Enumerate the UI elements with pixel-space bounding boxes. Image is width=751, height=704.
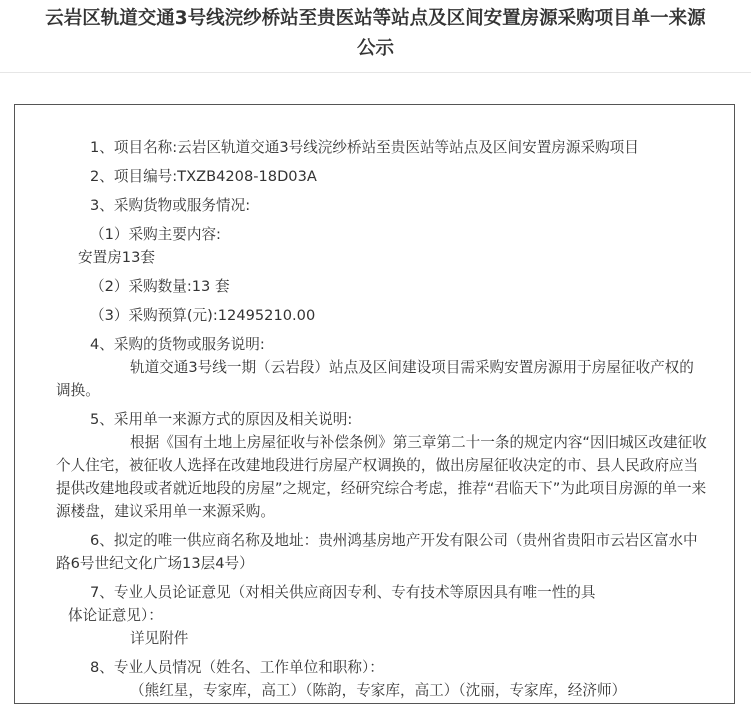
page-title-line2: 公示 bbox=[356, 38, 394, 59]
page-title bbox=[0, 0, 751, 64]
item-goods-description: 4、采购的货物或服务说明: bbox=[90, 336, 265, 353]
item-experts-value: （熊红星，专家库，高工）（陈韵，专家库，高工）（沈丽，专家库，经济师） bbox=[130, 682, 627, 699]
item-project-number: 2、项目编号:TXZB4208-18D03A bbox=[90, 168, 317, 185]
item-main-content-label: （1）采购主要内容: bbox=[90, 226, 221, 243]
item-supplier: 6、拟定的唯一供应商名称及地址：贵州鸿基房地产开发有限公司（贵州省贵阳市云岩区富水中路6号世纪文化广场13层4号） bbox=[56, 532, 698, 572]
item-single-source-reason: 5、采用单一来源方式的原因及相关说明: bbox=[90, 411, 353, 428]
document-content bbox=[56, 136, 708, 702]
item-goods-description-body: 轨道交通3号线一期（云岩段）站点及区间建设项目需采购安置房源用于房屋征收产权的调换。 bbox=[56, 359, 694, 399]
item-project-name: 1、项目名称:云岩区轨道交通3号线浣纱桥站至贵医站等站点及区间安置房源采购项目 bbox=[90, 139, 639, 156]
item-procurement-goods: 3、采购货物或服务情况: bbox=[90, 197, 251, 214]
item-expert-opinion-value: 详见附件 bbox=[130, 630, 189, 647]
item-expert-opinion-line2: 体论证意见）： bbox=[68, 607, 163, 624]
page-header bbox=[0, 0, 751, 70]
page-title-line1: 云岩区轨道交通3号线浣纱桥站至贵医站等站点及区间安置房源采购项目单一来源 bbox=[45, 8, 706, 29]
item-experts: 8、专业人员情况（姓名、工作单位和职称）： bbox=[90, 659, 384, 676]
item-expert-opinion-line1: 7、专业人员论证意见（对相关供应商因专利、专有技术等原因具有唯一性的具 bbox=[90, 584, 596, 601]
item-main-content-value: 安置房13套 bbox=[78, 249, 155, 266]
header-divider bbox=[0, 72, 751, 73]
item-quantity: （2）采购数量:13 套 bbox=[90, 278, 230, 295]
item-single-source-reason-body: 根据《国有土地上房屋征收与补偿条例》第三章第二十一条的规定内容“因旧城区改建征收个人住宅，被征收人选择在改建地段进行房屋产权调换的，做出房屋征收决定的市、县人民政府应当提供改建地段或者就近地段的房屋”之规定，经研究综合考虑，推荐“君临天下”为此项目房源的单一来源楼盘，建议采用单一来源采购。 bbox=[56, 434, 707, 520]
item-budget: （3）采购预算(元):12495210.00 bbox=[90, 307, 316, 324]
